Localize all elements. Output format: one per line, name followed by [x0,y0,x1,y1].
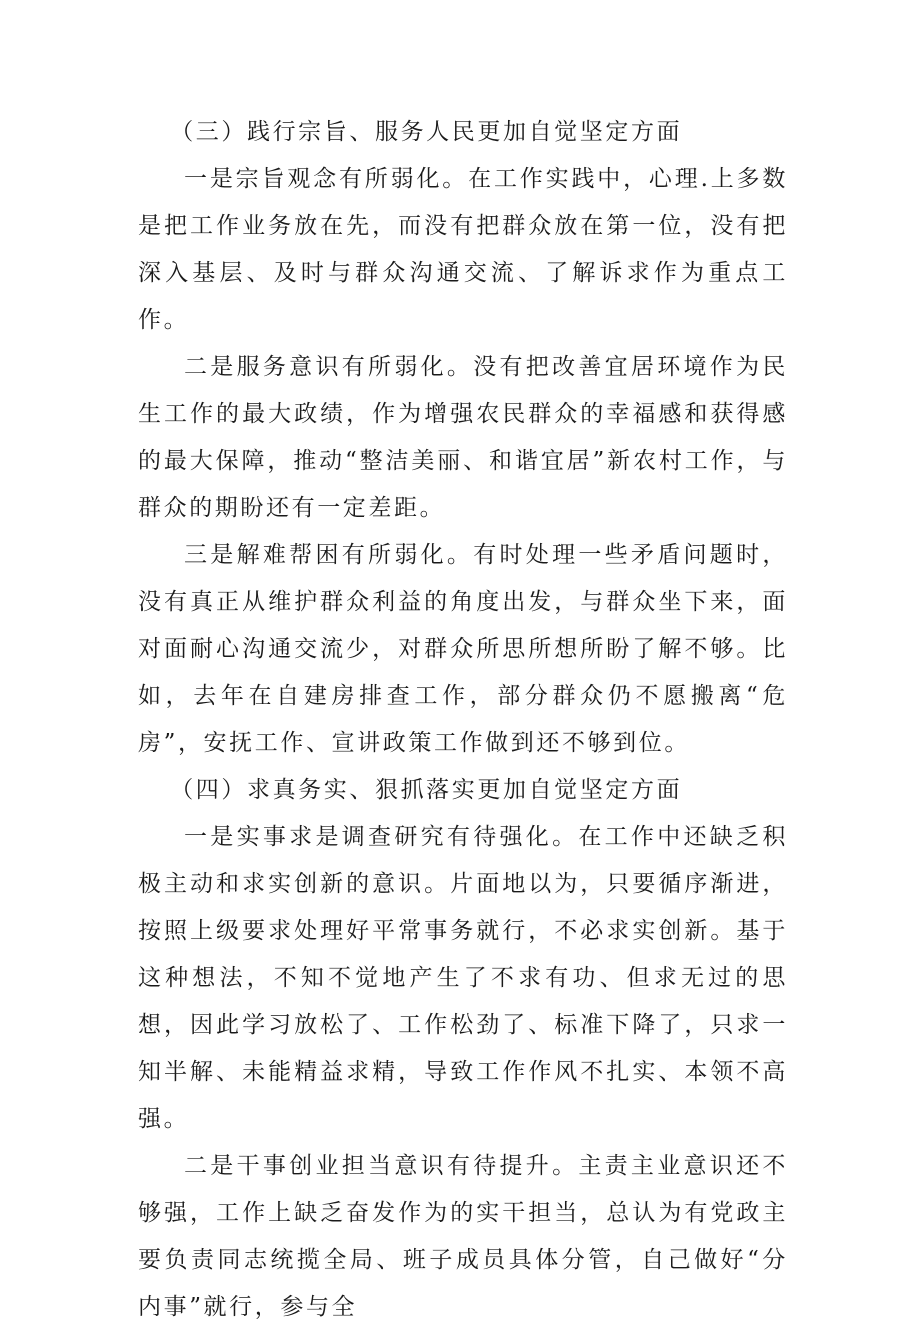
paragraph-responsibility: 二是干事创业担当意识有待提升。主责主业意识还不够强，工作上缺乏奋发作为的实干担当，总认为有党政主要负责同志统揽全局、班子成员具体分管，自己做好“分内事”就行，参与全 [138,1153,788,1320]
section-heading-4: （四）求真务实、狠抓落实更加自觉坚定方面 [170,777,683,803]
paragraph-research: 一是实事求是调查研究有待强化。在工作中还缺乏积极主动和求实创新的意识。片面地以为，只要循序渐进，按照上级要求处理好平常事务就行，不必求实创新。基于这种想法，不知不觉地产生了不求有功、但求无过的思想，因此学习放松了、工作松劲了、标准下降了，只求一知半解、未能精益求精，导致工作作风不扎实、本领不高强。 [138,824,788,1132]
document-body [138,109,788,1331]
paragraph-problem-solving: 三是解难帮困有所弱化。有时处理一些矛盾问题时，没有真正从维护群众利益的角度出发，与群众坐下来，面对面耐心沟通交流少，对群众所思所想所盼了解不够。比如，去年在自建房排查工作，部分群众仍不愿搬离“危房”，安抚工作、宣讲政策工作做到还不够到位。 [138,542,788,756]
paragraph-service-awareness: 二是服务意识有所弱化。没有把改善宜居环境作为民生工作的最大政绩，作为增强农民群众的幸福感和获得感的最大保障，推动“整洁美丽、和谐宜居”新农村工作，与群众的期盼还有一定差距。 [138,354,788,521]
section-heading-3: （三）践行宗旨、服务人民更加自觉坚定方面 [170,119,683,145]
paragraph-purpose-concept: 一是宗旨观念有所弱化。在工作实践中，心理.上多数是把工作业务放在先，而没有把群众放在第一位，没有把深入基层、及时与群众沟通交流、了解诉求作为重点工作。 [138,166,788,333]
